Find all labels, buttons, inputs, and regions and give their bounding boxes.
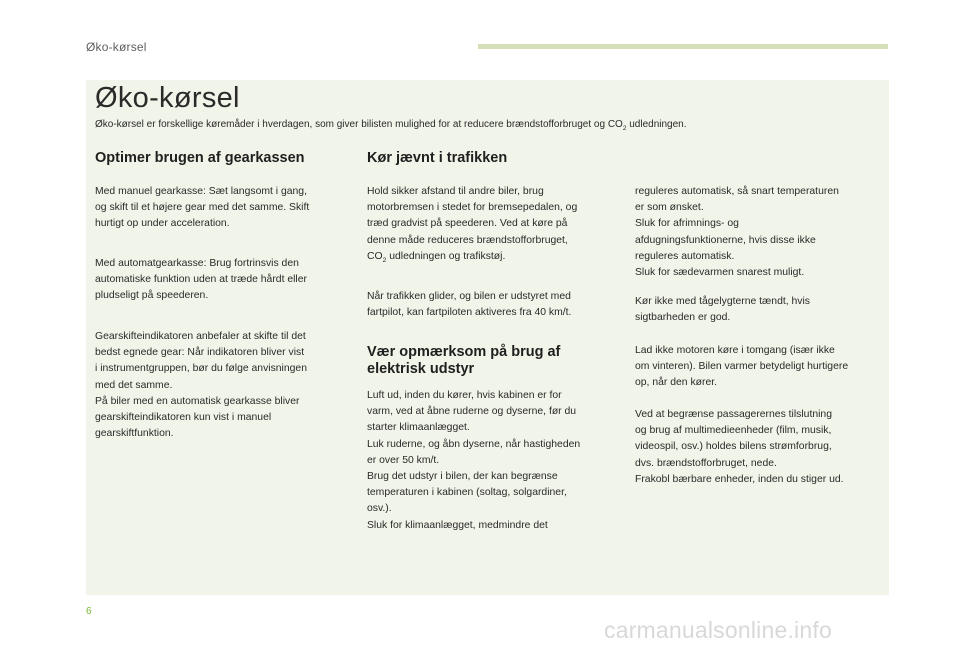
watermark: carmanualsonline.info bbox=[604, 617, 832, 643]
electric-section bbox=[367, 388, 629, 534]
right-section-2 bbox=[635, 294, 887, 326]
intro-text-end: udledningen. bbox=[626, 119, 687, 130]
intro-text bbox=[95, 118, 885, 136]
gear-section-automatic bbox=[95, 256, 353, 305]
smooth-co2-subscript: 2 bbox=[382, 256, 387, 264]
intro-co2-subscript: 2 bbox=[622, 125, 627, 132]
gear-paragraph-automatic: Med automatgearkasse: Brug fortrinsvis den automatiske funktion uden at træde hårdt eller pludseligt på speederen. bbox=[95, 258, 307, 302]
smooth-section bbox=[367, 184, 629, 269]
gear-paragraph-indicator: Gearskifteindikatoren anbefaler at skifte til det bedst egnede gear: Når indikatoren bliver vist i instrumentgruppen, bør du følge anvisningen med det samme. På biler med en automatisk gearkasse bliver gearskifteindikatoren kun vist i manuel gearskiftfunktion. bbox=[95, 331, 307, 440]
right-paragraph-idling: Lad ikke motoren køre i tomgang (især ikke om vinteren). Bilen varmer betydeligt hurtigere op, når den kører. bbox=[635, 345, 849, 389]
smooth-paragraph-distance-end: udledningen og trafikstøj. bbox=[386, 250, 506, 262]
electric-heading: Vær opmærksom på brug af elektrisk udstyr bbox=[367, 344, 561, 377]
page-number: 6 bbox=[86, 606, 92, 617]
right-section-4 bbox=[635, 407, 887, 488]
electric-heading-wrap bbox=[367, 344, 629, 378]
right-paragraph-automatic: reguleres automatisk, så snart temperaturen er som ønsket. Sluk for afrimnings- og afdugningsfunktionerne, hvis disse ikke reguleres automatisk. Sluk for sædevarmen snarest muligt. bbox=[635, 186, 839, 279]
right-paragraph-fog-lights: Kør ikke med tågelygterne tændt, hvis sigtbarheden er god. bbox=[635, 296, 810, 324]
smooth-paragraph-distance-text: Hold sikker afstand til andre biler, brug motorbremsen i stedet for bremsepedalen, og træd gradvist på speederen. Ved at køre på denne måde reduceres brændstofforbruget, CO bbox=[367, 186, 578, 262]
gear-section-indicator bbox=[95, 329, 353, 442]
right-section-1 bbox=[635, 184, 887, 281]
intro-text-main: Øko-kørsel er forskellige køremåder i hverdagen, som giver bilisten mulighed for at reducere brændstofforbruget og CO bbox=[95, 119, 623, 130]
gear-heading: Optimer brugen af gearkassen bbox=[95, 150, 305, 166]
header-title: Øko-kørsel bbox=[86, 40, 147, 54]
right-section-3 bbox=[635, 343, 887, 392]
gear-section bbox=[95, 184, 353, 233]
smooth-paragraph-cruise: Når trafikken glider, og bilen er udstyret med fartpilot, kan fartpiloten aktiveres fra 40 km/t. bbox=[367, 291, 572, 319]
page-title: Øko-kørsel bbox=[95, 82, 240, 114]
header-accent-bar bbox=[478, 44, 888, 49]
electric-paragraph: Luft ud, inden du kører, hvis kabinen er for varm, ved at åbne ruderne og dyserne, før du starter klimaanlægget. Luk ruderne, og åbn dyserne, når hastigheden er over 50 km/t. Brug det udstyr i bilen, der kan begrænse temperaturen i kabinen (soltag, solgardiner, osv.). Sluk for klimaanlægget, medmindre det bbox=[367, 390, 581, 531]
smooth-section-cruise bbox=[367, 289, 629, 321]
smooth-paragraph-distance bbox=[367, 184, 629, 269]
right-paragraph-multimedia: Ved at begrænse passagerernes tilslutning og brug af multimedieenheder (film, musik, videospil, osv.) holdes bilens strømforbrug, dvs. brændstofforbruget, nede. Frakobl bærbare enheder, inden du stiger ud. bbox=[635, 409, 844, 485]
smooth-heading: Kør jævnt i trafikken bbox=[367, 150, 508, 166]
gear-paragraph-manual: Med manuel gearkasse: Sæt langsomt i gang, og skift til et højere gear med det samme. Skift hurtigt op under acceleration. bbox=[95, 186, 310, 230]
